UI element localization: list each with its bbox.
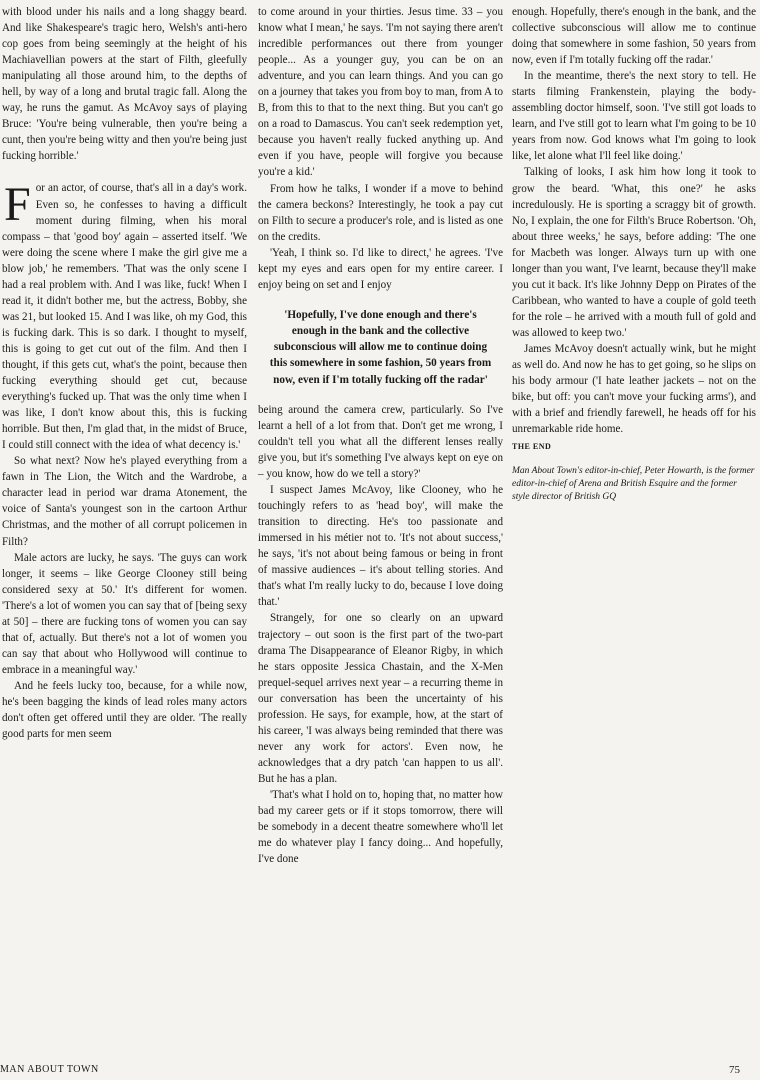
paragraph: being around the camera crew, particularly. So I've learnt a hell of a lot from that. Don't get me wrong, I couldn't tell you what all the different lenses really give you, but it's something I've always kept on eye on – you know, how do we tell a story?' [258,403,503,481]
drop-cap: F [4,178,31,232]
footer-magazine-name: MAN ABOUT TOWN [0,1064,99,1075]
paragraph: In the meantime, there's the next story to tell. He starts filming Frankenstein, playing the body-assembling doctor himself, soon. 'I've still got loads to learn, and I've still got to learn what I'm going to be 10 years from now. God knows what I'm going to look like, let alone what I'll feel like doing.' [512,70,756,163]
article-column-2 [258,4,503,867]
paragraph: 'Yeah, I think so. I'd like to direct,' he agrees. 'I've kept my eyes and ears open for my entire career. I enjoy being on set and I enjoy [258,246,503,291]
author-bio: Man About Town's editor-in-chief, Peter Howarth, is the former editor-in-chief of Arena and British Esquire and the former style director of British GQ [512,466,755,503]
paragraph: Male actors are lucky, he says. 'The guys can work longer, it seems – like George Clooney still being considered sexy at 50.' It's different for women. 'There's a lot of women you can say that of [being sexy at 50] – there are fucking tons of women you can say that of, actually. But there's not a lot of women you can say that about who Hollywood will continue to embrace in a meaningful way.' [2,551,247,676]
paragraph: Strangely, for one so clearly on an upward trajectory – out soon is the first part of the two-part drama The Disappearance of Eleanor Rigby, in which he stars opposite Jessica Chastain, and the X-Men prequel-sequel arrives next year – a recurring theme in our conversation has been the uncertainty of his profession. He says, for example, how, at the start of his career, 'I was always being reminded that there was never any work for actors'. Even now, he acknowledges that a dry patch 'can happen to us all'. But he has a plan. [258,612,503,785]
paragraph: And he feels lucky too, because, for a while now, he's been bagging the kinds of lead roles many actors don't often get offered until they are older. 'The really good parts for men seem [2,679,247,741]
paragraph: James McAvoy doesn't actually wink, but he might as well do. And now he has to get going, so he slips on his body armour ('I hate leather jackets – not on the bike, but off: you can't move your fucking arms'), and with a brief and friendly farewell, he heads off for his unremarkable ride home. [512,342,756,436]
pull-quote: 'Hopefully, I've done enough and there's enough in the bank and the collective subconscious will allow me to continue doing this somewhere in some fashion, 50 years from now, even if I'm totally fucking off the radar' [269,308,492,386]
paragraph: I suspect James McAvoy, like Clooney, who he touchingly refers to as 'head boy', will make the transition to directing. He's too passionate and immersed in his métier not to. 'It's not about success,' he says, 'it's not about being famous or being in front of massive audiences – it's about telling stories. And that's what I'm really lucky to do, because I love doing that.' [258,484,503,609]
paragraph: with blood under his nails and a long shaggy beard. And like Shakespeare's tragic hero, Welsh's anti-hero cop goes from being seemingly at the height of his Machiavellian powers at the start of Filth, gleefully manipulating all those around him, to the depths of hell, by way of a long and brutal tragic fall. Along the way, he runs the gamut. As McAvoy says of playing Bruce: 'You're being vulnerable, then you're being a cunt, then you're being witty and then you're being just fucking horrible.' [2,6,247,163]
paragraph: to come around in your thirties. Jesus time. 33 – you know what I mean,' he says. 'I'm not saying there aren't incredible performances out there from younger people... As a younger guy, you can be on an adventure, and you can learn things. And you can go on a journey that takes you from boy to man, from A to B, from this to that to the next thing. But you can't go on a road to Damascus. You can't seek redemption yet, because you haven't really fucked anything up. And even if you have, people will forgive you because you're a kid.' [258,6,503,179]
paragraph: or an actor, of course, that's all in a day's work. Even so, he confesses to having a difficult moment during filming, when his moral compass – that 'good boy' again – asserted itself. 'We were doing the scene where I make the girl give me a blow job,' he remembers. 'That was the only scene I had a real problem with. And I was like, fuck! When I read it, it didn't bother me, but the actress, Bobby, she was 21, but looked 15. And I was like, oh my God, this is fucking dark. This is so dark. I thought to myself, this is going to get cut out of the film. And then I thought, if this gets cut, what's the point, because then fucking everything should get cut, because everything's fucked up. That was the only time when I was like, I don't know about this, this is fucking horrible. But then, I'm glad that, in the midst of Bruce, I could still connect with the idea of what decency is.' [2,182,247,452]
paragraph: Talking of looks, I ask him how long it took to grow the beard. 'What, this one?' he asks incredulously. He is sporting a scraggy bit of growth. No, I explain, the one for Filth's Bruce Robertson. 'Oh, about three weeks,' he says, before adding: 'The one for Macbeth was longer. Always turn up with one longer than you want, I've learnt, because they'll make you cut it back. It's like Johnny Depp on Pirates of the Caribbean, who wanted to have a couple of gold teeth for the role – he arrived with a mouth full of gold and was allowed to keep two.' [512,166,756,339]
paragraph: From how he talks, I wonder if a move to behind the camera beckons? Interestingly, he took a pay cut on Filth to secure a producer's role, and is listed as one on the credits. [258,182,503,243]
article-column-1 [2,4,247,742]
page-number: 75 [729,1064,740,1076]
article-column-3 [512,4,756,504]
paragraph: enough. Hopefully, there's enough in the bank, and the collective subconscious will allow me to continue doing that somewhere in some fashion, 50 years from now, even if I'm totally fucking off the radar.' [512,6,756,67]
paragraph: So what next? Now he's played everything from a fawn in The Lion, the Witch and the Wardrobe, a character lead in period war drama Atonement, the voice of Santa's youngest son in the cartoon Arthur Christmas, and the mother of all corrupt policemen in Filth? [2,455,247,548]
end-marker: THE END [512,442,552,452]
paragraph: 'That's what I hold on to, hoping that, no matter how bad my career gets or if it stops tomorrow, there will be somebody in a decent theatre somewhere who'll let me do whatever play I fancy doing... And hopefully, I've done [258,788,503,866]
